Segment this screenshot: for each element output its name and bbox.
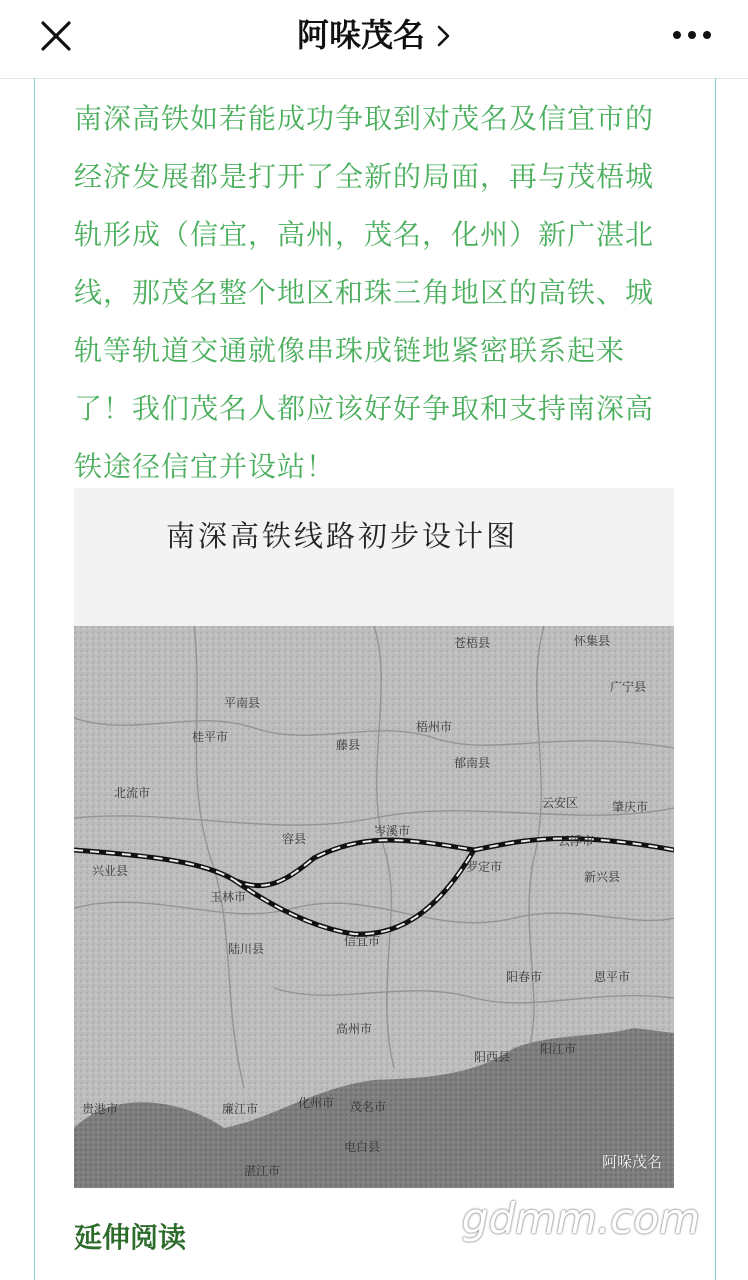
map-city-label: 云安区 [542, 796, 579, 810]
map-title: 南深高铁线路初步设计图 [166, 519, 519, 553]
account-title-link[interactable] [0, 0, 748, 70]
article-paragraph: 南深高铁如若能成功争取到对茂名及信宜市的经济发展都是打开了全新的局面，再与茂梧城轨形成（信宜，高州，茂名，化州）新广湛北线，那茂名整个地区和珠三角地区的高铁、城轨等轨道交通就像串珠成链地紧密联系起来了！我们茂名人都应该好好争取和支持南深高铁途径信宜并设站！ [74, 102, 655, 483]
map-city-label: 新兴县 [584, 870, 621, 884]
map-city-label: 云浮市 [558, 834, 595, 848]
extend-reading-link[interactable]: 延伸阅读 [74, 1221, 187, 1254]
map-city-label: 阳西县 [474, 1050, 511, 1064]
map-city-label: 罗定市 [466, 860, 503, 874]
railway-map-image[interactable] [74, 488, 674, 1188]
map-city-label: 广宁县 [610, 680, 647, 694]
map-city-label: 桂平市 [192, 730, 229, 744]
chevron-right-icon [437, 2, 451, 72]
map-city-label: 苍梧县 [454, 636, 491, 650]
map-city-label: 兴业县 [92, 864, 129, 878]
map-city-label: 肇庆市 [612, 800, 649, 814]
map-city-label: 茂名市 [350, 1100, 387, 1114]
map-city-label: 恩平市 [594, 970, 631, 984]
account-title: 阿哚茂名 [296, 16, 425, 54]
map-city-label: 廉江市 [222, 1102, 259, 1116]
map-city-label: 北流市 [114, 786, 151, 800]
more-button[interactable] [670, 24, 714, 46]
map-city-label: 怀集县 [574, 634, 611, 648]
map-city-label: 湛江市 [244, 1164, 281, 1178]
map-city-label: 玉林市 [210, 890, 247, 904]
more-dots-icon [670, 24, 714, 46]
map-city-label: 平南县 [224, 696, 261, 710]
map-city-label: 陆川县 [228, 942, 265, 956]
map-city-label: 电白县 [344, 1140, 381, 1154]
map-city-label: 阳江市 [540, 1042, 577, 1056]
map-city-label: 高州市 [336, 1022, 373, 1036]
map-city-label: 信宜市 [344, 934, 381, 948]
map-city-label: 容县 [282, 832, 307, 846]
nav-bar [0, 0, 748, 79]
map-city-label: 岑溪市 [374, 824, 411, 838]
map-city-label: 藤县 [336, 738, 361, 752]
map-city-label: 郁南县 [454, 756, 491, 770]
map-city-label: 阳春市 [506, 970, 543, 984]
map-city-label: 贵港市 [82, 1102, 119, 1116]
map-city-label: 化州市 [298, 1096, 335, 1110]
image-watermark: 阿哚茂名 [601, 1153, 662, 1171]
site-watermark: gdmm.com [461, 1194, 700, 1243]
map-city-label: 梧州市 [416, 720, 453, 734]
